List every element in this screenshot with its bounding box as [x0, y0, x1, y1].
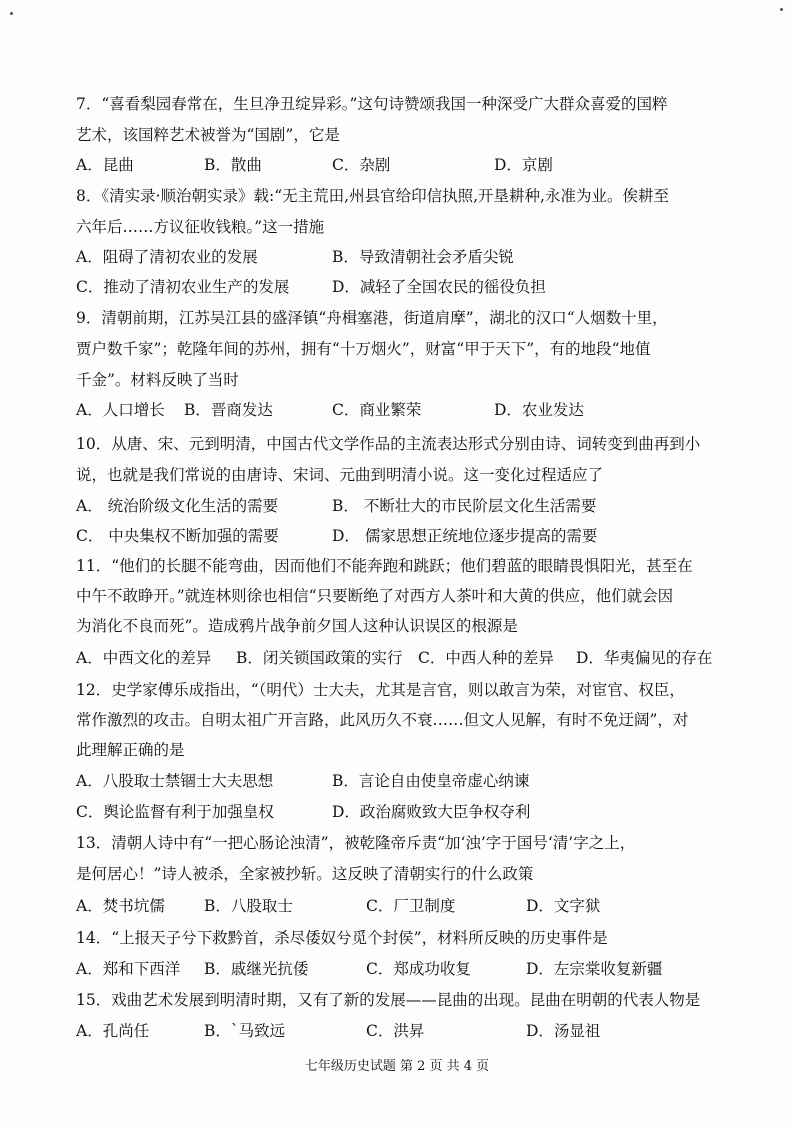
question-9-line-3: 千金”。材料反映了当时	[76, 371, 239, 389]
option-d[interactable]: D．左宗棠收复新疆	[526, 960, 663, 978]
option-b[interactable]: B．散曲	[204, 156, 262, 174]
option-a[interactable]: A． 统治阶级文化生活的需要	[76, 497, 279, 515]
question-13-options	[76, 894, 736, 924]
question-12-line-3: 此理解正确的是	[76, 741, 185, 759]
question-12-options-row-1	[76, 769, 736, 799]
question-11-line-3: 为消化不良而死”。造成鸦片战争前夕国人这种认识误区的根源是	[76, 617, 518, 635]
scan-speck	[780, 8, 783, 11]
option-c[interactable]: C．推动了清初农业生产的发展	[76, 278, 290, 296]
question-14-line-1: 14．“上报天子兮下救黔首，杀尽倭奴兮觅个封侯”，材料所反映的历史事件是	[76, 929, 608, 947]
question-14-options	[76, 957, 736, 987]
question-8-options-row-2	[76, 275, 736, 305]
question-10-line-1: 10．从唐、宋、元到明清，中国古代文学作品的主流表达形式分别由诗、词转变到曲再到小	[76, 435, 701, 453]
option-c[interactable]: C．舆论监督有利于加强皇权	[76, 803, 274, 821]
question-11-line-1: 11．“他们的长腿不能弯曲，因而他们不能奔跑和跳跃；他们碧蓝的眼睛畏惧阳光，甚至在	[76, 557, 693, 575]
question-10-line-2: 说，也就是我们常说的由唐诗、宋词、元曲到明清小说。这一变化过程适应了	[76, 466, 604, 484]
option-d[interactable]: D．农业发达	[494, 401, 584, 419]
option-d[interactable]: D． 儒家思想正统地位逐步提高的需要	[332, 527, 598, 545]
option-c[interactable]: C．商业繁荣	[332, 401, 422, 419]
option-c[interactable]: C．洪昇	[366, 1022, 425, 1040]
question-8-line-1: 8．《清实录·顺治朝实录》载:“无主荒田,州县官给印信执照,开垦耕种,永准为业。俟耕至	[76, 187, 669, 205]
option-a[interactable]: A．郑和下西洋	[76, 960, 181, 978]
question-15-line-1: 15．戏曲艺术发展到明清时期，又有了新的发展——昆曲的出现。昆曲在明朝的代表人物是	[76, 991, 701, 1009]
question-12-line-2: 常作激烈的攻击。自明太祖广开言路，此风历久不衰……但文人见解，有时不免迂阔”，对	[76, 711, 689, 729]
option-c[interactable]: C．郑成功收复	[366, 960, 471, 978]
option-b[interactable]: B．言论自由使皇帝虚心纳谏	[332, 772, 530, 790]
option-b[interactable]: B．戚继光抗倭	[204, 960, 309, 978]
question-10-options-row-1	[76, 494, 736, 524]
option-b[interactable]: B． 不断壮大的市民阶层文化生活需要	[332, 497, 597, 515]
option-d[interactable]: D．汤显祖	[526, 1022, 601, 1040]
question-10-options-row-2	[76, 524, 736, 554]
page-footer: 七年级历史试题 第 2 页 共 4 页	[304, 1059, 490, 1074]
option-b[interactable]: B．`马致远	[204, 1022, 286, 1040]
option-c[interactable]: C．厂卫制度	[366, 897, 456, 915]
option-d[interactable]: D．华夷偏见的存在	[576, 649, 713, 667]
question-11-line-2: 中午不敢睁开。”就连林则徐也相信“只要断绝了对西方人茶叶和大黄的供应，他们就会因	[76, 587, 674, 605]
option-a[interactable]: A．焚书坑儒	[76, 897, 165, 915]
option-d[interactable]: D．京剧	[494, 156, 553, 174]
option-b[interactable]: B．导致清朝社会矛盾尖锐	[332, 248, 514, 266]
option-b[interactable]: B．晋商发达	[184, 401, 273, 419]
option-a[interactable]: A．人口增长	[76, 401, 165, 419]
question-7-options	[76, 153, 736, 183]
question-15-options	[76, 1019, 736, 1049]
question-9-options	[76, 398, 736, 428]
question-8-line-2: 六年后……方议征收钱粮。”这一措施	[76, 218, 325, 236]
option-b[interactable]: B．闭关锁国政策的实行	[236, 649, 403, 667]
scan-speck	[10, 12, 13, 15]
question-7-line-2: 艺术，该国粹艺术被誉为“国剧”，它是	[76, 126, 340, 144]
option-c[interactable]: C．杂剧	[332, 156, 391, 174]
question-8-options-row-1	[76, 245, 736, 275]
question-12-line-1: 12．史学家傅乐成指出，“（明代）士大夫，尤其是言官，则以敢言为荣，对宦官、权臣，	[76, 681, 685, 699]
option-c[interactable]: C． 中央集权不断加强的需要	[76, 527, 279, 545]
option-a[interactable]: A．孔尚任	[76, 1022, 150, 1040]
option-a[interactable]: A．中西文化的差异	[76, 649, 212, 667]
question-9-line-2: 贾户数千家”；乾隆年间的苏州，拥有“十万烟火”，财富“甲于天下”，有的地段“地值	[76, 340, 651, 358]
option-a[interactable]: A．阻碍了清初农业的发展	[76, 248, 258, 266]
option-a[interactable]: A．昆曲	[76, 156, 134, 174]
question-12-options-row-2	[76, 800, 736, 830]
question-13-line-1: 13．清朝人诗中有“一把心肠论浊清”，被乾隆帝斥责“加‘浊’字于国号‘清’字之上，	[76, 834, 636, 852]
option-c[interactable]: C．中西人种的差异	[418, 649, 554, 667]
question-11-options	[76, 646, 736, 676]
question-7-line-1: 7．“喜看梨园春常在，生旦净丑绽异彩。”这句诗赞颂我国一种深受广大群众喜爱的国粹	[76, 95, 668, 113]
option-b[interactable]: B．八股取士	[204, 897, 293, 915]
question-13-line-2: 是何居心！”诗人被杀，全家被抄斩。这反映了清朝实行的什么政策	[76, 865, 534, 883]
option-d[interactable]: D．减轻了全国农民的徭役负担	[332, 278, 546, 296]
option-d[interactable]: D．文字狱	[526, 897, 601, 915]
question-9-line-1: 9．清朝前期，江苏吴江县的盛泽镇“舟楫塞港，街道肩摩”，湖北的汉口“人烟数十里，	[76, 309, 668, 327]
option-a[interactable]: A．八股取士禁锢士大夫思想	[76, 772, 274, 790]
option-d[interactable]: D．政治腐败致大臣争权夺利	[332, 803, 531, 821]
